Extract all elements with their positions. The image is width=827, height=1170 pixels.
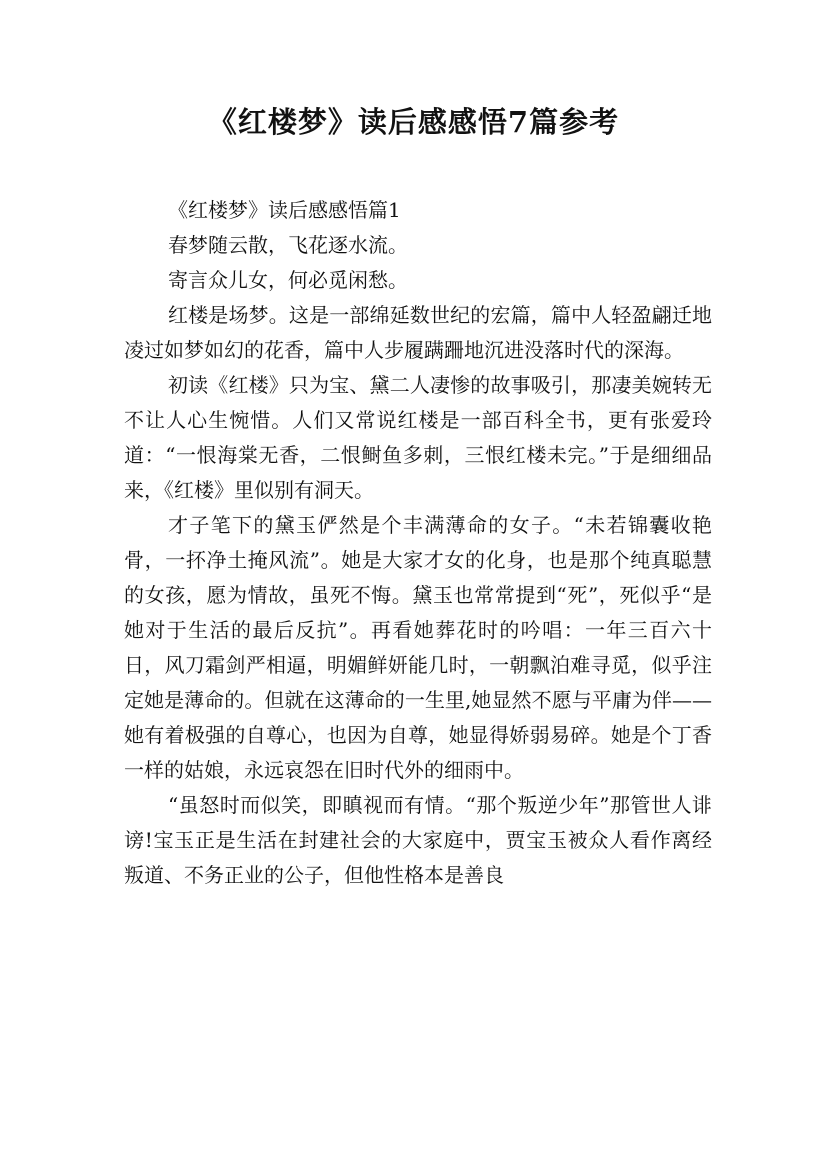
paragraph-subtitle: 《红楼梦》读后感感悟篇1 — [168, 198, 401, 222]
document-title: 《红楼梦》读后感感悟7篇参考 — [207, 105, 620, 139]
paragraph: “虽怒时而似笑，即瞋视而有情。“那个叛逆少年”那管世人诽谤!宝玉正是生活在封建社会的大家庭中，贾宝玉被众人看作离经叛道、不务正业的公子，但他性格本是善良 — [124, 793, 712, 887]
paragraph-poem-line-2: 寄言众儿女，何必觅闲愁。 — [168, 268, 408, 292]
paragraph-poem-line-1: 春梦随云散，飞花逐水流。 — [168, 233, 408, 257]
paragraph: 才子笔下的黛玉俨然是个丰满薄命的女子。“未若锦囊收艳骨，一抔净土掩风流”。她是大家才女的化身，也是那个纯真聪慧的女孩，愿为情故，虽死不悔。黛玉也常常提到“死”，死似乎“是她对于生活的最后反抗”。再看她葬花时的吟唱：一年三百六十日，风刀霜剑严相逼，明媚鲜妍能几时，一朝飘泊难寻觅，似乎注定她是薄命的。但就在这薄命的一生里,她显然不愿与平庸为伴——她有着极强的自尊心，也因为自尊，她显得娇弱易碎。她是个丁香一样的姑娘，永远哀怨在旧时代外的细雨中。 — [124, 513, 712, 782]
paragraph: 初读《红楼》只为宝、黛二人凄惨的故事吸引，那凄美婉转无不让人心生惋惜。人们又常说红楼是一部百科全书，更有张爱玲道：“一恨海棠无香，二恨鲥鱼多刺，三恨红楼未完。”于是细细品来，《红楼》里似别有洞天。 — [124, 373, 712, 502]
document-body — [124, 193, 712, 893]
paragraph: 红楼是场梦。这是一部绵延数世纪的宏篇，篇中人轻盈翩迁地凌过如梦如幻的花香，篇中人步履蹒跚地沉进没落时代的深海。 — [124, 303, 712, 362]
